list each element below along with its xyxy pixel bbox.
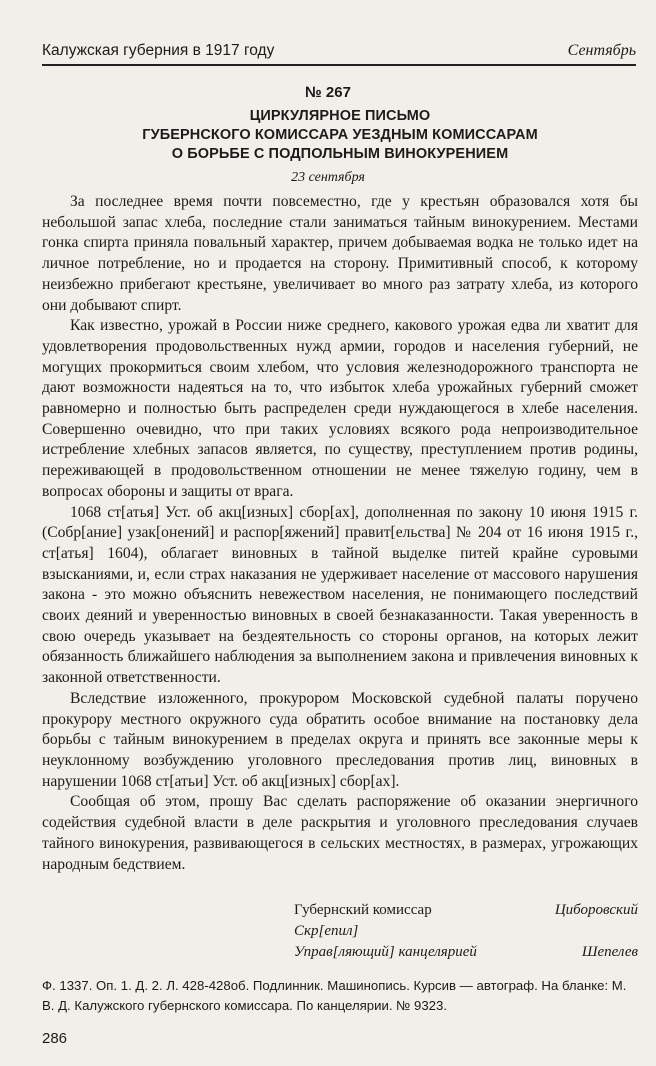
signature-row-secretary	[42, 921, 638, 942]
chancellery-name: Шепелев	[581, 944, 638, 960]
page-number: 286	[42, 1030, 68, 1047]
document-title-line: О БОРЬБЕ С ПОДПОЛЬНЫМ ВИНОКУРЕНИЕМ	[171, 146, 509, 162]
chancellery-role: Управ[ляющий] канцелярией	[294, 944, 477, 960]
paragraph: Как известно, урожай в России ниже среднего, какового урожая едва ли хватит для удовлетворения продовольственных нужд армии, городов и населения губерний, не могущих прокормиться своим хлебом, что условия железнодорожного транспорта не дают возможности надеяться на то, что избыток хлеба урожайных губерний сможет равномерно и полностью быть распределен среди нуждающегося в хлебе населения. Совершенно очевидно, что при таких условиях всякого рода непроизводительное истребление хлебных запасов является, по существу, преступлением против родины, переживающей в продовольственном отношении не менее тяжелую годину, чем в вопросах обороны и защиты от врага.	[42, 317, 638, 500]
secretary-role: Скр[епил]	[294, 923, 359, 939]
running-head	[42, 30, 636, 60]
paragraph: 1068 ст[атья] Уст. об акц[изных] сбор[ах], дополненная по закону 10 июня 1915 г. (Собр[ание] узак[онений] и распор[яжений] правит[ельства] № 204 от 16 июня 1915 г., ст[атья] 1604), облагает виновных в тайной выделке питей крайне суровыми взысканиями, и, если страх наказания не удерживает население от массового нарушения закона - это можно объяснить невежеством населения, не понимающего последствий своих деяний и уверенностью виновных в своей безнаказанности. Такая уверенность в свою очередь указывает на бездеятельность со стороны органов, на которых лежит обязанность ближайшего наблюдения за выполнением закона и привлечения виновных к законной ответственности.	[42, 503, 638, 687]
document-date: 23 сентября	[291, 170, 365, 185]
document-title-line: ЦИРКУЛЯРНОЕ ПИСЬМО	[249, 108, 431, 124]
document-title-line: ГУБЕРНСКОГО КОМИССАРА УЕЗДНЫМ КОМИССАРАМ	[142, 127, 538, 143]
signature-block	[42, 900, 638, 963]
archive-note: Ф. 1337. Оп. 1. Д. 2. Л. 428-428об. Подлинник. Машинопись. Курсив — автограф. На бланке: М. В. Д. Калужского губернского комиссара. По канцелярии. № 9323.	[42, 978, 627, 1013]
paragraph: За последнее время почти повсеместно, где у крестьян образовался хотя бы небольшой запас хлеба, последние стали заниматься тайным винокурением. Местами гонка спирта приняла повальный характер, причем добываемая водка не только идет на личное потребление, но и продается на сторону. Примитивный способ, к которому неизбежно прибегают крестьяне, увеличивает во много раз затрату хлеба, из которого они добывают спирт.	[42, 193, 638, 314]
running-head-month: Сентябрь	[567, 42, 636, 59]
document-title	[80, 107, 600, 164]
paragraph: Вследствие изложенного, прокурором Московской судебной палаты поручено прокурору местного окружного суда обратить особое внимание на постановку дела борьбы с тайным винокурением в пределах округа и принять все законные меры к неуклонному возбуждению уголовного преследования против лиц, виновных в нарушении 1068 ст[атьи] Уст. об акц[изных] сбор[ах].	[42, 689, 638, 790]
header-rule	[42, 64, 636, 66]
document-number: № 267	[305, 84, 351, 101]
commissar-role: Губернский комиссар	[294, 902, 432, 918]
letter-body	[42, 192, 638, 875]
running-head-title: Калужская губерния в 1917 году	[42, 42, 275, 59]
commissar-name: Циборовский	[554, 902, 638, 918]
signature-row-chancellery	[42, 942, 638, 963]
paragraph: Сообщая об этом, прошу Вас сделать распоряжение об оказании энергичного содействия судебной власти в деле раскрытия и уголовного преследования случаев тайного винокурения, развивающегося в сельских местностях, в размерах, угрожающих народным бедствием.	[42, 793, 638, 873]
signature-row-commissar	[42, 900, 638, 921]
